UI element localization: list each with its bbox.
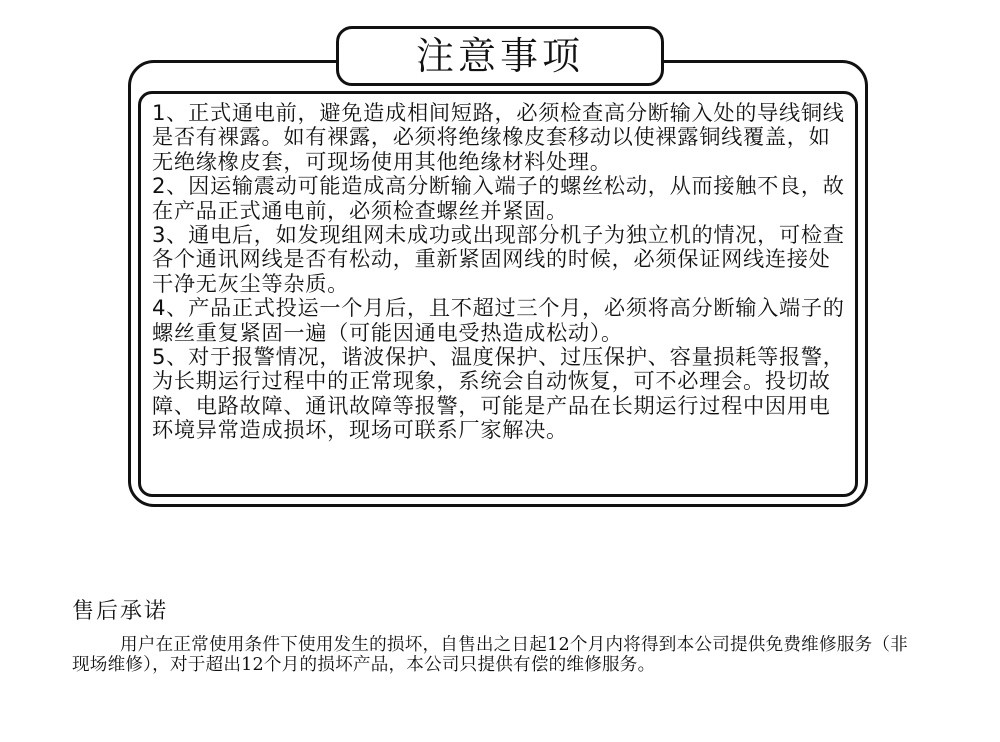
notice-item-5: 5、对于报警情况，谐波保护、温度保护、过压保护、容量损耗等报警，为长期运行过程中的正常现象，系统会自动恢复，可不必理会。投切故障、电路故障、通讯故障等报警，可能是产品在长期运行过程中因用电环境异常造成损坏，现场可联系厂家解决。 [152,344,845,443]
notice-title: 注意事项 [415,34,584,78]
warranty-heading: 售后承诺 [72,599,169,624]
notice-item-1: 1、正式通电前，避免造成相间短路，必须检查高分断输入处的导线铜线是否有裸露。如有裸露，必须将绝缘橡皮套移动以使裸露铜线覆盖，如无绝缘橡皮套，可现场使用其他绝缘材料处理。 [152,100,845,174]
notice-list [152,101,852,443]
notice-item-3: 3、通电后，如发现组网未成功或出现部分机子为独立机的情况，可检查各个通讯网线是否有松动，重新紧固网线的时候，必须保证网线连接处干净无灰尘等杂质。 [152,222,845,296]
notice-title-box [336,26,664,86]
warranty-text: 用户在正常使用条件下使用发生的损坏，自售出之日起12个月内将得到本公司提供免费维修服务（非现场维修），对于超出12个月的损坏产品，本公司只提供有偿的维修服务。 [72,635,908,675]
notice-item-4: 4、产品正式投运一个月后，且不超过三个月，必须将高分断输入端子的螺丝重复紧固一遍（可能因通电受热造成松动）。 [152,295,845,345]
notice-item-2: 2、因运输震动可能造成高分断输入端子的螺丝松动，从而接触不良，故在产品正式通电前，必须检查螺丝并紧固。 [152,173,845,223]
